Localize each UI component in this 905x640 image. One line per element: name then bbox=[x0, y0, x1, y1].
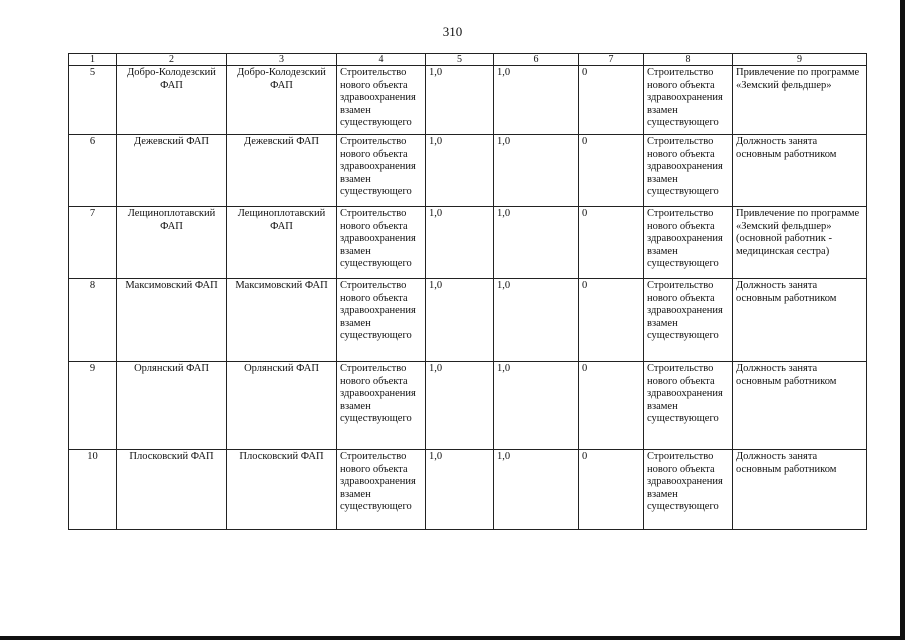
value-col6: 1,0 bbox=[494, 66, 579, 135]
column-header: 9 bbox=[733, 54, 867, 66]
page-edge-bottom bbox=[0, 636, 905, 640]
facility-table bbox=[68, 53, 867, 530]
column-header: 6 bbox=[494, 54, 579, 66]
planned-action: Строительство нового объекта здравоохранения взамен существующего bbox=[337, 207, 426, 279]
column-header: 7 bbox=[579, 54, 644, 66]
column-header: 4 bbox=[337, 54, 426, 66]
facility-name: Дежевский ФАП bbox=[117, 135, 227, 207]
object-name: Лещиноплотавский ФАП bbox=[227, 207, 337, 279]
staffing-note: Привлечение по программе «Земский фельдшер» bbox=[733, 66, 867, 135]
facility-name: Орлянский ФАП bbox=[117, 362, 227, 450]
object-name: Орлянский ФАП bbox=[227, 362, 337, 450]
column-header: 2 bbox=[117, 54, 227, 66]
table-row bbox=[69, 362, 867, 450]
value-col5: 1,0 bbox=[426, 66, 494, 135]
page-number: 310 bbox=[442, 24, 463, 39]
facility-name: Добро-Колодезский ФАП bbox=[117, 66, 227, 135]
value-col5: 1,0 bbox=[426, 450, 494, 530]
column-header: 3 bbox=[227, 54, 337, 66]
staffing-note: Должность занята основным работником bbox=[733, 450, 867, 530]
value-col6: 1,0 bbox=[494, 207, 579, 279]
row-number: 8 bbox=[69, 279, 117, 362]
planned-action: Строительство нового объекта здравоохранения взамен существующего bbox=[337, 66, 426, 135]
facility-name: Лещиноплотавский ФАП bbox=[117, 207, 227, 279]
column-header: 5 bbox=[426, 54, 494, 66]
value-col7: 0 bbox=[579, 66, 644, 135]
staffing-note: Должность занята основным работником bbox=[733, 362, 867, 450]
row-number: 6 bbox=[69, 135, 117, 207]
row-number: 5 bbox=[69, 66, 117, 135]
table-row bbox=[69, 135, 867, 207]
value-col6: 1,0 bbox=[494, 362, 579, 450]
staffing-note: Должность занята основным работником bbox=[733, 135, 867, 207]
value-col7: 0 bbox=[579, 362, 644, 450]
value-col6: 1,0 bbox=[494, 279, 579, 362]
column-header: 1 bbox=[69, 54, 117, 66]
staffing-note: Привлечение по программе «Земский фельдшер» (основной работник - медицинская сестра) bbox=[733, 207, 867, 279]
planned-action: Строительство нового объекта здравоохранения взамен существующего bbox=[337, 362, 426, 450]
planned-action: Строительство нового объекта здравоохранения взамен существующего bbox=[337, 135, 426, 207]
object-name: Дежевский ФАП bbox=[227, 135, 337, 207]
planned-action-2: Строительство нового объекта здравоохранения взамен существующего bbox=[644, 207, 733, 279]
planned-action-2: Строительство нового объекта здравоохранения взамен существующего bbox=[644, 135, 733, 207]
value-col7: 0 bbox=[579, 135, 644, 207]
row-number: 7 bbox=[69, 207, 117, 279]
value-col7: 0 bbox=[579, 450, 644, 530]
column-header: 8 bbox=[644, 54, 733, 66]
table-row bbox=[69, 279, 867, 362]
table-row bbox=[69, 66, 867, 135]
object-name: Максимовский ФАП bbox=[227, 279, 337, 362]
value-col5: 1,0 bbox=[426, 279, 494, 362]
value-col5: 1,0 bbox=[426, 362, 494, 450]
planned-action-2: Строительство нового объекта здравоохранения взамен существующего bbox=[644, 450, 733, 530]
row-number: 9 bbox=[69, 362, 117, 450]
value-col5: 1,0 bbox=[426, 135, 494, 207]
staffing-note: Должность занята основным работником bbox=[733, 279, 867, 362]
planned-action: Строительство нового объекта здравоохранения взамен существующего bbox=[337, 279, 426, 362]
planned-action-2: Строительство нового объекта здравоохранения взамен существующего bbox=[644, 66, 733, 135]
planned-action: Строительство нового объекта здравоохранения взамен существующего bbox=[337, 450, 426, 530]
value-col7: 0 bbox=[579, 207, 644, 279]
value-col7: 0 bbox=[579, 279, 644, 362]
value-col6: 1,0 bbox=[494, 450, 579, 530]
value-col6: 1,0 bbox=[494, 135, 579, 207]
planned-action-2: Строительство нового объекта здравоохранения взамен существующего bbox=[644, 279, 733, 362]
value-col5: 1,0 bbox=[426, 207, 494, 279]
page-edge-right bbox=[900, 0, 905, 640]
facility-name: Плосковский ФАП bbox=[117, 450, 227, 530]
table-row bbox=[69, 450, 867, 530]
column-header-row bbox=[69, 54, 867, 66]
planned-action-2: Строительство нового объекта здравоохранения взамен существующего bbox=[644, 362, 733, 450]
object-name: Плосковский ФАП bbox=[227, 450, 337, 530]
table-row bbox=[69, 207, 867, 279]
facility-name: Максимовский ФАП bbox=[117, 279, 227, 362]
row-number: 10 bbox=[69, 450, 117, 530]
object-name: Добро-Колодезский ФАП bbox=[227, 66, 337, 135]
